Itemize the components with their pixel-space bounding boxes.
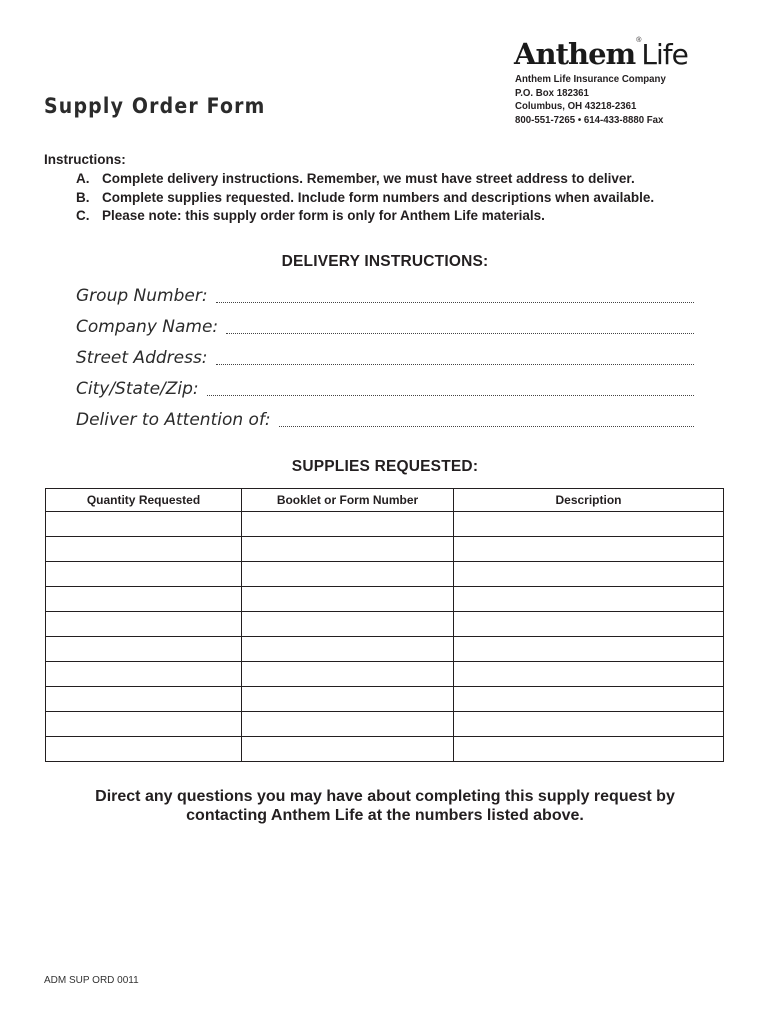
quantity-cell[interactable] (46, 737, 242, 762)
instruction-letter: B. (76, 189, 90, 205)
form-number-cell[interactable] (242, 737, 454, 762)
instruction-letter: A. (76, 171, 90, 186)
table-row (46, 687, 724, 712)
form-code: ADM SUP ORD 0011 (44, 975, 139, 986)
table-row (46, 712, 724, 737)
company-address (515, 73, 666, 127)
address-line: Columbus, OH 43218-2361 (515, 100, 637, 112)
page-title: Supply Order Form (44, 94, 266, 118)
quantity-cell[interactable] (46, 562, 242, 587)
form-number-cell[interactable] (242, 612, 454, 637)
street-address-field (76, 344, 694, 368)
form-number-cell[interactable] (242, 587, 454, 612)
anthem-life-logo (514, 37, 688, 71)
table-row (46, 512, 724, 537)
closing-line: contacting Anthem Life at the numbers listed above. (186, 807, 584, 824)
instruction-item (76, 170, 654, 189)
logo-registered-mark: ® (636, 37, 642, 44)
description-cell[interactable] (454, 737, 724, 762)
form-number-cell[interactable] (242, 687, 454, 712)
quantity-cell[interactable] (46, 612, 242, 637)
column-header: Description (454, 489, 724, 512)
logo-brand: Anthem (514, 37, 636, 71)
instruction-text: Please note: this supply order form is only for Anthem Life materials. (102, 208, 545, 223)
group-number-field (76, 282, 694, 306)
attention-input[interactable] (279, 426, 694, 427)
logo-sub: Life (641, 38, 688, 71)
delivery-heading: DELIVERY INSTRUCTIONS: (281, 253, 489, 270)
description-cell[interactable] (454, 662, 724, 687)
description-cell[interactable] (454, 612, 724, 637)
table-header-row (46, 489, 724, 512)
table-row (46, 737, 724, 762)
instructions-heading: Instructions: (44, 152, 126, 167)
instruction-item (76, 189, 654, 208)
quantity-cell[interactable] (46, 662, 242, 687)
attention-field (76, 406, 694, 430)
table-row (46, 562, 724, 587)
column-header: Quantity Requested (46, 489, 242, 512)
street-address-input[interactable] (216, 364, 694, 365)
form-number-cell[interactable] (242, 562, 454, 587)
address-line: Anthem Life Insurance Company (515, 73, 666, 85)
table-row (46, 537, 724, 562)
company-name-input[interactable] (226, 333, 694, 334)
field-label: Group Number: (76, 286, 208, 306)
instruction-item (76, 207, 654, 226)
supplies-table (45, 488, 724, 762)
company-name-field (76, 313, 694, 337)
address-line: 800-551-7265 • 614-433-8880 Fax (515, 113, 664, 126)
city-state-zip-input[interactable] (207, 395, 694, 396)
column-header: Booklet or Form Number (242, 489, 454, 512)
form-number-cell[interactable] (242, 662, 454, 687)
quantity-cell[interactable] (46, 712, 242, 737)
description-cell[interactable] (454, 587, 724, 612)
instruction-letter: C. (76, 208, 90, 223)
instructions-list (76, 170, 654, 226)
field-label: Street Address: (76, 348, 208, 368)
supplies-heading: SUPPLIES REQUESTED: (291, 458, 479, 475)
field-label: City/State/Zip: (76, 379, 199, 399)
table-row (46, 662, 724, 687)
description-cell[interactable] (454, 687, 724, 712)
table-row (46, 612, 724, 637)
form-number-cell[interactable] (242, 537, 454, 562)
closing-line: Direct any questions you may have about completing this supply request by (95, 788, 675, 805)
description-cell[interactable] (454, 537, 724, 562)
description-cell[interactable] (454, 712, 724, 737)
field-label: Company Name: (76, 317, 219, 337)
instruction-text: Complete supplies requested. Include form numbers and descriptions when available. (102, 189, 655, 205)
quantity-cell[interactable] (46, 587, 242, 612)
quantity-cell[interactable] (46, 687, 242, 712)
closing-note (0, 787, 770, 825)
table-row (46, 637, 724, 662)
description-cell[interactable] (454, 512, 724, 537)
table-row (46, 587, 724, 612)
form-number-cell[interactable] (242, 512, 454, 537)
group-number-input[interactable] (216, 302, 694, 303)
form-number-cell[interactable] (242, 712, 454, 737)
quantity-cell[interactable] (46, 637, 242, 662)
description-cell[interactable] (454, 637, 724, 662)
instruction-text: Complete delivery instructions. Remember, we must have street address to deliver. (102, 171, 635, 186)
address-line: P.O. Box 182361 (515, 86, 589, 99)
city-state-zip-field (76, 375, 694, 399)
description-cell[interactable] (454, 562, 724, 587)
form-number-cell[interactable] (242, 637, 454, 662)
field-label: Deliver to Attention of: (76, 410, 271, 430)
quantity-cell[interactable] (46, 512, 242, 537)
quantity-cell[interactable] (46, 537, 242, 562)
